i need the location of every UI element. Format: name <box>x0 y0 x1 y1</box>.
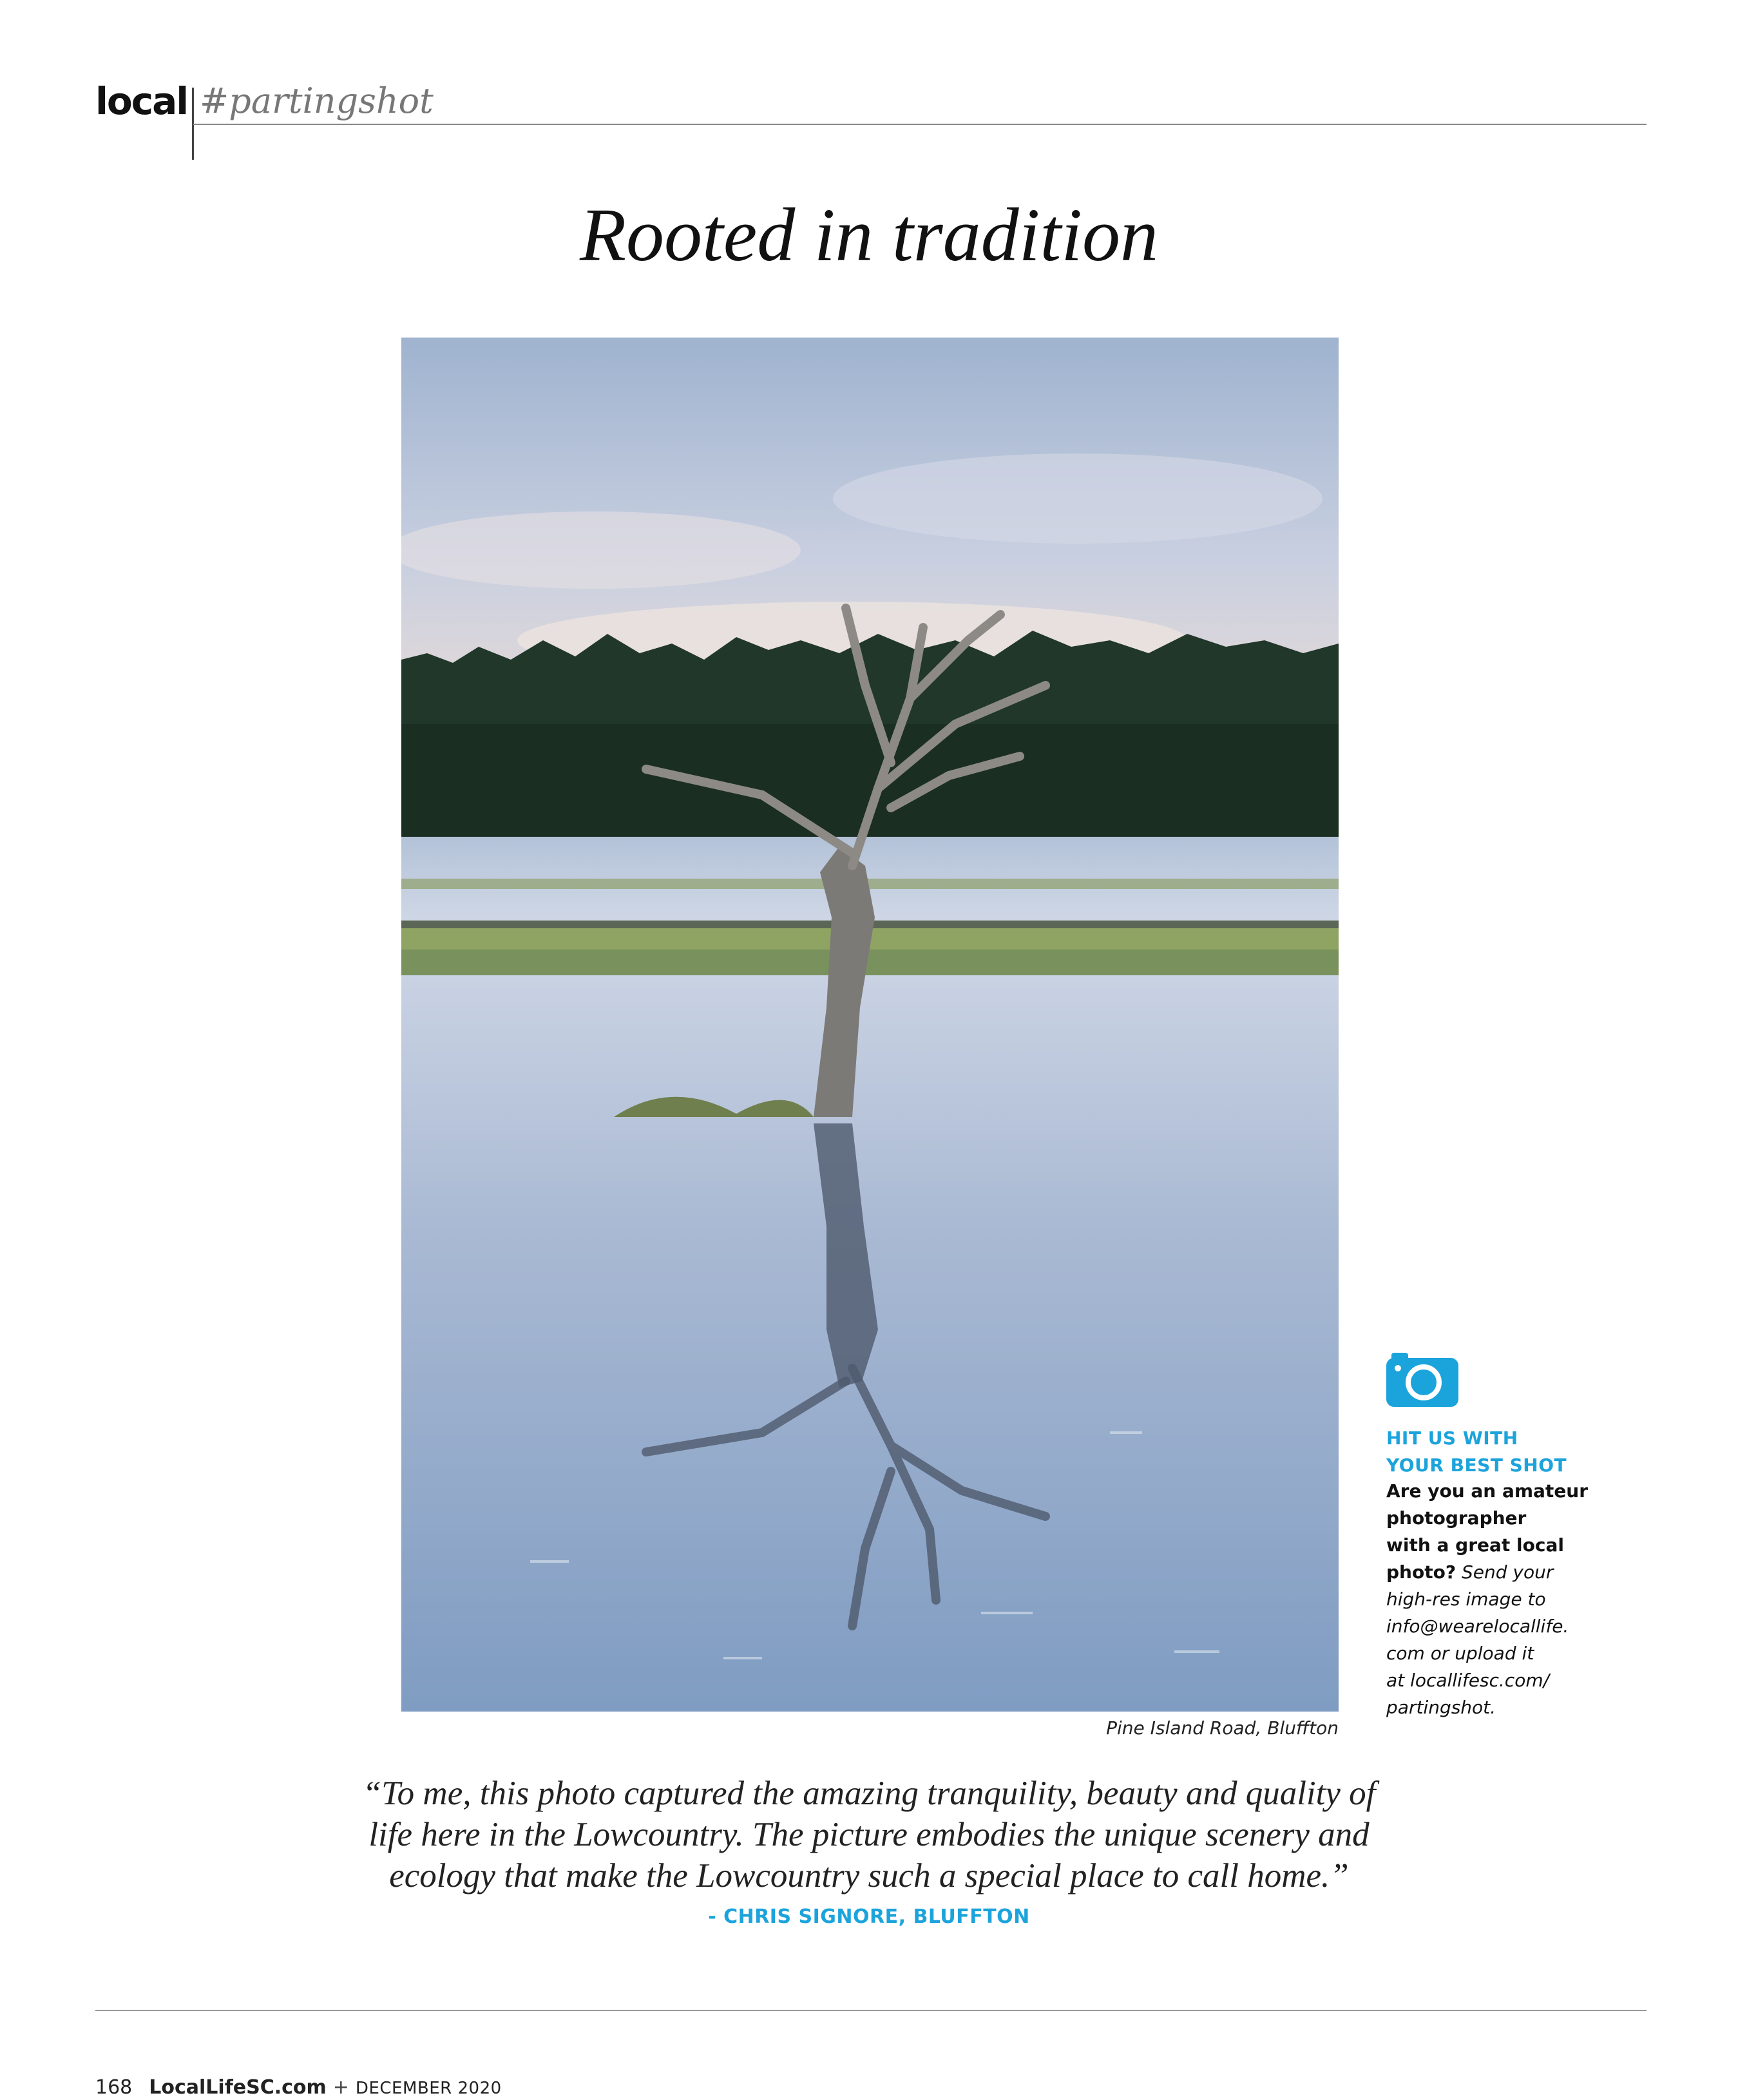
submission-url: at locallifesc.com/ <box>1386 1670 1550 1691</box>
footer-rule <box>95 2010 1647 2011</box>
section-hashtag: #partingshot <box>200 81 434 121</box>
quote-attribution: - CHRIS SIGNORE, BLUFFTON <box>708 1905 1030 1928</box>
submission-url: partingshot. <box>1386 1697 1496 1718</box>
page-footer <box>95 2078 502 2097</box>
submission-email: info@wearelocallife. <box>1386 1616 1569 1637</box>
footer-site: LocalLifeSC.com <box>149 2076 327 2099</box>
submission-heading <box>1386 1425 1567 1479</box>
pull-quote-line: “To me, this photo captured the amazing tranquility, beauty and quality of <box>362 1775 1376 1812</box>
feature-photo <box>401 338 1339 1712</box>
submission-text <box>1386 1478 1588 1721</box>
submission-instruction-line: Send your <box>1461 1561 1554 1583</box>
submission-question-line: Are you an amateur <box>1386 1480 1589 1502</box>
submission-instruction-line: com or upload it <box>1386 1643 1534 1664</box>
submission-heading-line: YOUR BEST SHOT <box>1386 1455 1567 1476</box>
submission-instruction-line: high-res image to <box>1386 1589 1546 1610</box>
photo-caption: Pine Island Road, Bluffton <box>1106 1717 1339 1739</box>
submission-question-line: photographer <box>1386 1507 1527 1529</box>
footer-separator: + <box>332 2076 349 2099</box>
submission-question-line: with a great local <box>1386 1534 1564 1556</box>
page-number: 168 <box>95 2076 133 2099</box>
pull-quote-line: life here in the Lowcountry. The picture embodies the unique scenery and <box>368 1816 1370 1853</box>
section-logo: local <box>95 79 188 123</box>
header-rule <box>193 124 1647 125</box>
page-title: Rooted in tradition <box>579 193 1159 277</box>
submission-heading-line: HIT US WITH <box>1386 1427 1518 1449</box>
footer-issue-date: DECEMBER 2020 <box>355 2079 502 2098</box>
submission-question-line: photo? <box>1386 1561 1456 1583</box>
camera-icon <box>1386 1351 1458 1407</box>
pull-quote <box>258 1773 1480 1896</box>
pull-quote-line: ecology that make the Lowcountry such a special place to call home.” <box>389 1857 1349 1895</box>
